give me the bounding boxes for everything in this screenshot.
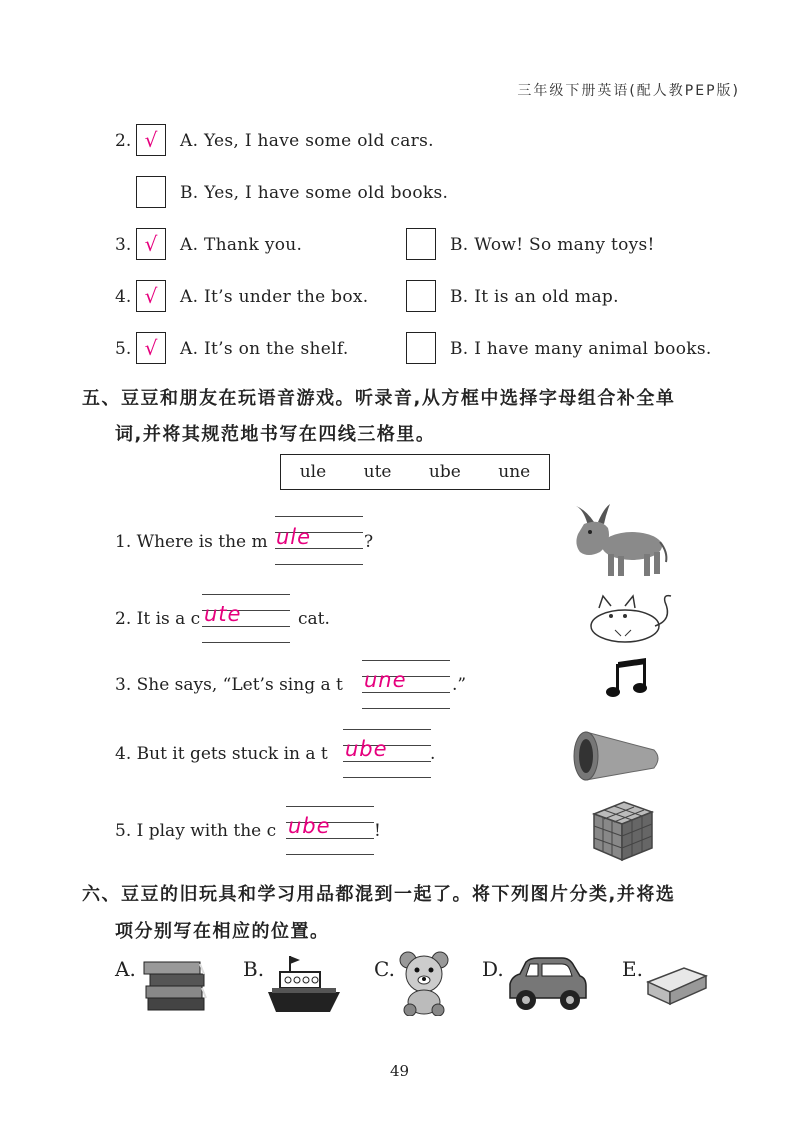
answer-box-b[interactable] (406, 280, 436, 312)
answer-box-b[interactable] (406, 228, 436, 260)
option-b: B. Wow! So many toys! (450, 235, 655, 255)
sentence-end: . (430, 744, 436, 764)
sentence-end: ! (374, 821, 381, 841)
option-une: une (498, 462, 531, 482)
option-a: A. It’s on the shelf. (180, 339, 349, 359)
answer-box-a[interactable]: √ (136, 124, 166, 156)
sentence-text: 5. I play with the c (115, 821, 277, 841)
option-a: A. It’s under the box. (180, 287, 369, 307)
option-b: B. It is an old map. (450, 287, 619, 307)
sentence-text: 3. She says, “Let’s sing a t (115, 675, 343, 695)
item-number: 2. (115, 131, 132, 151)
books-icon (140, 956, 210, 1014)
handwritten-answer: ube (345, 737, 388, 761)
sentence-end: ? (364, 532, 374, 552)
tube-icon (570, 724, 665, 784)
sentence-text: 4. But it gets stuck in a t (115, 744, 328, 764)
car-icon (504, 954, 590, 1014)
donkey-icon (570, 502, 670, 582)
answer-box-b[interactable] (406, 332, 436, 364)
part6-title-line1: 六、豆豆的旧玩具和学习用品都混到一起了。将下列图片分类,并将选 (82, 884, 676, 905)
handwritten-answer: une (364, 668, 407, 692)
picture-label-c: C. (374, 957, 395, 981)
answer-box-a[interactable]: √ (136, 332, 166, 364)
sentence-text: 2. It is a c (115, 609, 201, 629)
answer-box-a[interactable]: √ (136, 280, 166, 312)
handwritten-answer: ule (276, 525, 312, 549)
letter-options-box (280, 454, 550, 490)
item-number: 5. (115, 339, 132, 359)
cube-icon (588, 798, 658, 864)
picture-label-e: E. (622, 957, 643, 981)
option-ute: ute (363, 462, 392, 482)
option-a: A. Thank you. (180, 235, 303, 255)
answer-box-a[interactable]: √ (136, 228, 166, 260)
option-b: B. I have many animal books. (450, 339, 712, 359)
handwritten-answer: ube (288, 814, 331, 838)
option-b: B. Yes, I have some old books. (180, 183, 449, 203)
sentence-end: cat. (298, 609, 330, 629)
picture-label-d: D. (482, 957, 504, 981)
option-a: A. Yes, I have some old cars. (180, 131, 434, 151)
part5-title-line2: 词,并将其规范地书写在四线三格里。 (115, 424, 436, 445)
page-number: 49 (390, 1062, 410, 1080)
cat-icon (585, 590, 680, 646)
option-ule: ule (299, 462, 327, 482)
picture-label-b: B. (243, 957, 265, 981)
page-header: 三年级下册英语(配人教PEP版) (517, 83, 740, 99)
option-ube: ube (428, 462, 461, 482)
sentence-end: .” (452, 675, 467, 695)
handwritten-answer: ute (204, 602, 242, 626)
boat-icon (264, 952, 344, 1018)
item-number: 4. (115, 287, 132, 307)
part6-title-line2: 项分别写在相应的位置。 (115, 921, 330, 942)
music-note-icon (604, 656, 652, 700)
item-number: 3. (115, 235, 132, 255)
sentence-text: 1. Where is the m (115, 532, 268, 552)
eraser-icon (644, 962, 710, 1006)
teddy-bear-icon (396, 950, 452, 1016)
picture-label-a: A. (115, 957, 136, 981)
part5-title-line1: 五、豆豆和朋友在玩语音游戏。听录音,从方框中选择字母组合补全单 (82, 388, 676, 409)
answer-box-b[interactable] (136, 176, 166, 208)
